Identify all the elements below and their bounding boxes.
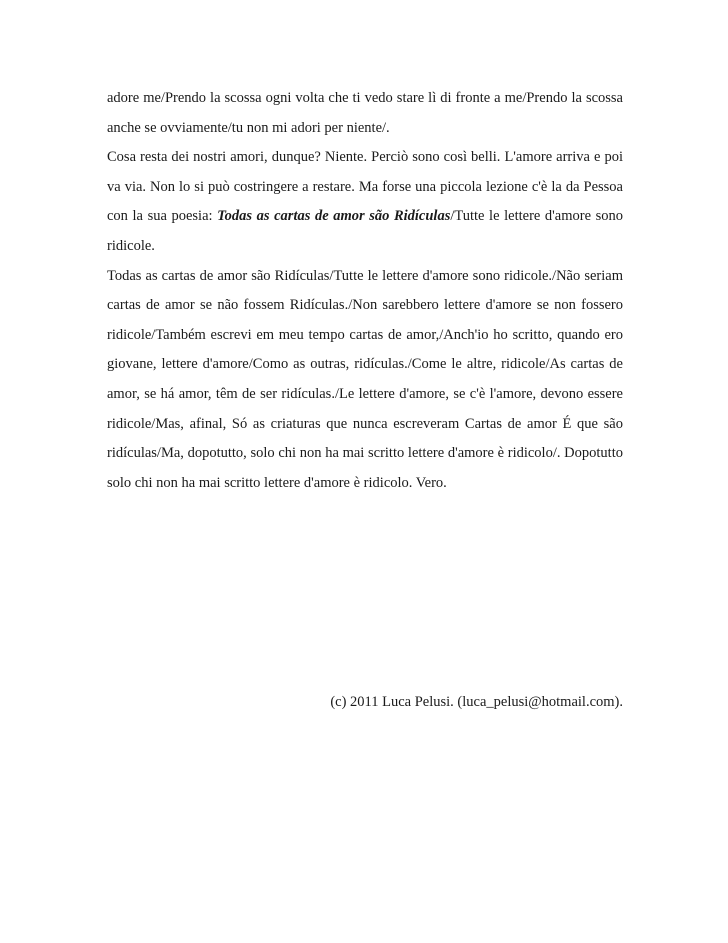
paragraph-2-translation: /Tutte le lettere d'amore sono ridicole. bbox=[107, 208, 623, 254]
paragraph-3: Todas as cartas de amor são Ridículas/Tutte le lettere d'amore sono ridicole./Não seriam cartas de amor se não fossem Ridículas./Non sarebbero lettere d'amore se non fossero ridicole/Também escrevi em meu tempo cartas de amor,/Anch'io ho scritto, quando ero giovane, lettere d'amore/Como as outras, ridículas./Come le altre, ridicole/As cartas de amor, se há amor, têm de ser ridículas./Le lettere d'amore, se c'è l'amore, devono essere ridicole/Mas, afinal, Só as criaturas que nunca escreveram Cartas de amor É que são ridículas/Ma, dopotutto, solo chi non ha mai scritto lettere d'amore è ridicolo/. Dopotutto solo chi non ha mai scritto lettere d'amore è ridicolo. Vero. bbox=[107, 267, 623, 491]
paragraph-2 bbox=[107, 143, 623, 261]
body-text bbox=[107, 84, 623, 498]
poem-title-emphasis: Todas as cartas de amor são Ridículas bbox=[217, 208, 451, 225]
paragraph-2-intro: Cosa resta dei nostri amori, dunque? Niente. Perciò sono così belli. L'amore arriva e poi va via. Non lo si può costringere a restare. Ma forse una piccola lezione c'è la da Pessoa con la sua poesia: bbox=[107, 149, 623, 225]
paragraph-1: adore me/Prendo la scossa ogni volta che ti vedo stare lì di fronte a me/Prendo la scossa anche se ovviamente/tu non mi adori per niente/. bbox=[107, 90, 623, 136]
copyright-line: (c) 2011 Luca Pelusi. (luca_pelusi@hotmail.com). bbox=[330, 694, 623, 710]
